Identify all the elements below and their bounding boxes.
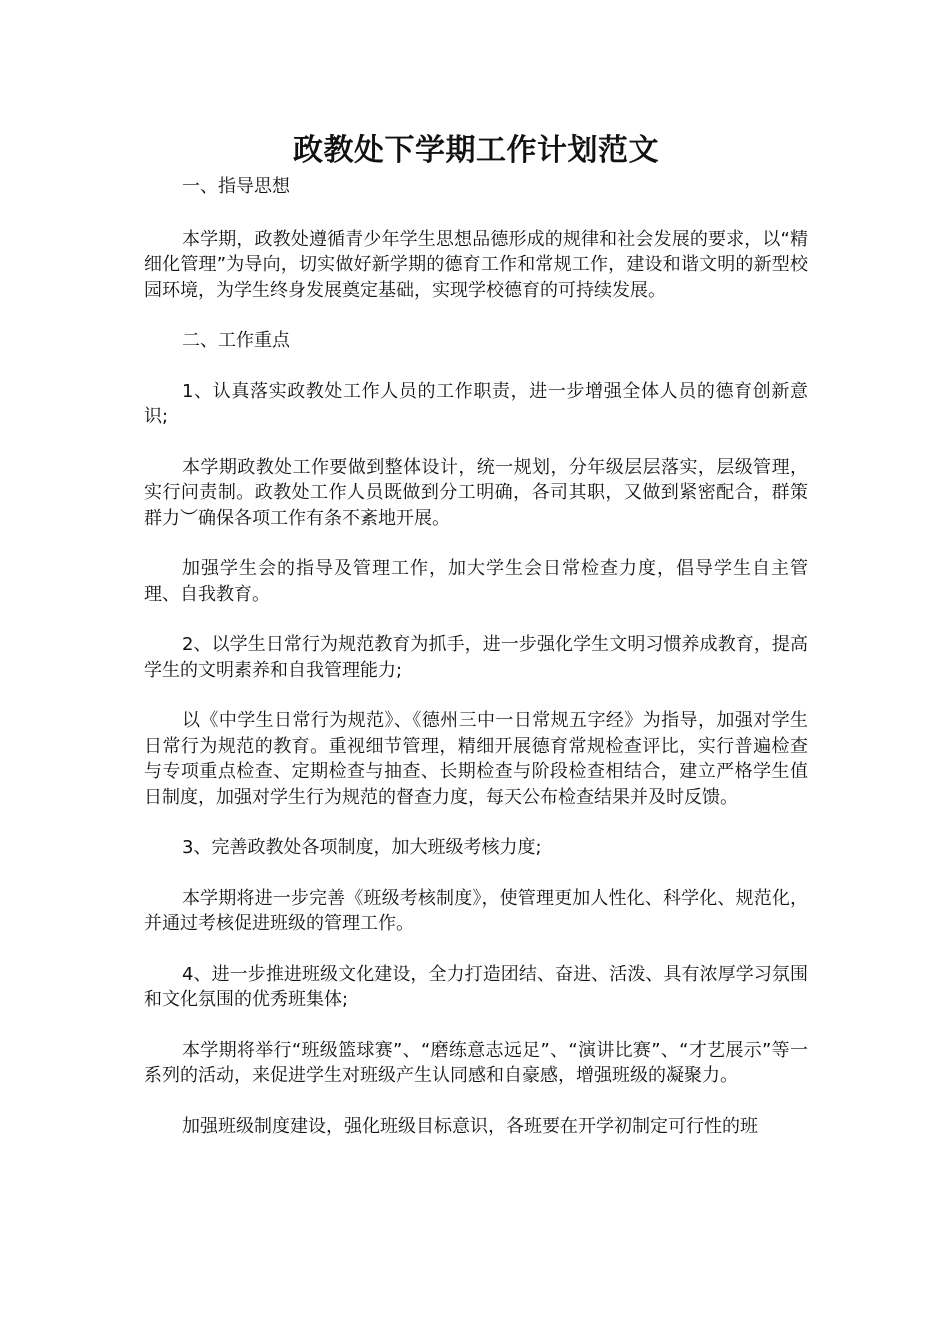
paragraph: 3、完善政教处各项制度，加大班级考核力度; <box>182 837 542 858</box>
paragraph: 1、认真落实政教处工作人员的工作职责，进一步增强全体人员的德育创新意识; <box>144 380 808 427</box>
paragraph: 加强学生会的指导及管理工作，加大学生会日常检查力度，倡导学生自主管理、自我教育。 <box>144 558 808 605</box>
paragraph: 本学期将进一步完善《班级考核制度》，使管理更加人性化、科学化、规范化，并通过考核促进班级的管理工作。 <box>144 887 808 934</box>
paragraph: 加强班级制度建设，强化班级目标意识，各班要在开学初制定可行性的班 <box>182 1115 758 1137</box>
document-page <box>144 128 808 1164</box>
paragraph: 本学期将举行“班级篮球赛”、“磨练意志远足”、“演讲比赛”、“才艺展示”等一系列的活动，来促进学生对班级产生认同感和自豪感，增强班级的凝聚力。 <box>144 1039 808 1086</box>
paragraph: 本学期政教处工作要做到整体设计，统一规划，分年级层层落实，层级管理，实行问责制。政教处工作人员既做到分工明确，各司其职，又做到紧密配合，群策群力︶确保各项工作有条不紊地开展。 <box>144 456 808 529</box>
paragraph: 2、以学生日常行为规范教育为抓手，进一步强化学生文明习惯养成教育，提高学生的文明素养和自我管理能力; <box>144 634 808 681</box>
heading-guiding-thought: 一、指导思想 <box>182 176 290 197</box>
paragraph: 本学期，政教处遵循青少年学生思想品德形成的规律和社会发展的要求，以“精细化管理”为导向，切实做好新学期的德育工作和常规工作，建设和谐文明的新型校园环境，为学生终身发展奠定基础，实现学校德育的可持续发展。 <box>144 228 808 301</box>
heading-work-focus: 二、工作重点 <box>182 330 290 351</box>
paragraph: 以《中学生日常行为规范》、《德州三中一日常规五字经》为指导，加强对学生日常行为规范的教育。重视细节管理，精细开展德育常规检查评比，实行普遍检查与专项重点检查、定期检查与抽查、长期检查与阶段检查相结合，建立严格学生值日制度，加强对学生行为规范的督查力度，每天公布检查结果并及时反馈。 <box>144 710 808 808</box>
paragraph: 4、进一步推进班级文化建设，全力打造团结、奋进、活泼、具有浓厚学习氛围和文化氛围的优秀班集体; <box>144 963 808 1010</box>
document-title: 政教处下学期工作计划范文 <box>293 133 659 168</box>
